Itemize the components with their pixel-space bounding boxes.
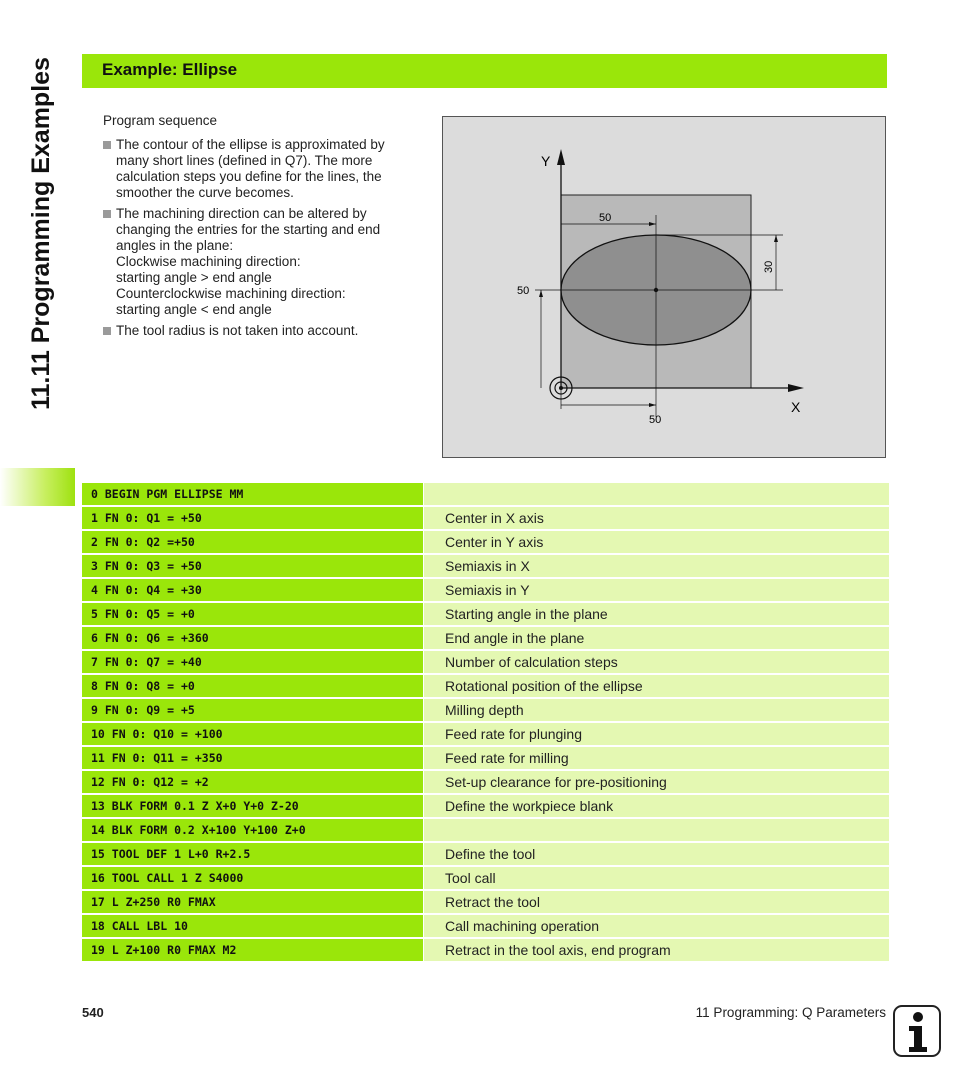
bullet-square-icon [103, 141, 111, 149]
nc-code-cell: 13 BLK FORM 0.1 Z X+0 Y+0 Z-20 [82, 795, 423, 817]
description-cell [424, 483, 889, 505]
nc-code-cell: 17 L Z+250 R0 FMAX [82, 891, 423, 913]
section-title: 11.11 Programming Examples [27, 57, 55, 410]
description-cell: Number of calculation steps [424, 651, 889, 673]
example-title: Example: Ellipse [102, 60, 238, 79]
dim-label-left: 50 [517, 285, 530, 297]
nc-code-cell: 10 FN 0: Q10 = +100 [82, 723, 423, 745]
description-cell: Retract in the tool axis, end program [424, 939, 889, 961]
nc-code-cell: 11 FN 0: Q11 = +350 [82, 747, 423, 769]
nc-code-cell: 19 L Z+100 R0 FMAX M2 [82, 939, 423, 961]
nc-code-cell: 16 TOOL CALL 1 Z S4000 [82, 867, 423, 889]
nc-code-cell: 3 FN 0: Q3 = +50 [82, 555, 423, 577]
nc-code-cell: 2 FN 0: Q2 =+50 [82, 531, 423, 553]
description-cell: Define the tool [424, 843, 889, 865]
table-row [82, 891, 889, 913]
table-row [82, 915, 889, 937]
table-row [82, 843, 889, 865]
bullet-text: The machining direction can be altered by changing the entries for the starting and end angles in the plane: [116, 206, 381, 253]
table-row [82, 579, 889, 601]
table-row [82, 531, 889, 553]
chapter-tab [0, 468, 75, 506]
nc-code-cell: 8 FN 0: Q8 = +0 [82, 675, 423, 697]
bullet-item [103, 137, 413, 201]
description-cell: Feed rate for milling [424, 747, 889, 769]
bullet-item [103, 323, 413, 339]
direction-line: starting angle > end angle [116, 270, 272, 285]
table-row [82, 627, 889, 649]
description-cell: Center in X axis [424, 507, 889, 529]
x-axis-arrow-icon [788, 384, 804, 392]
table-row [82, 603, 889, 625]
example-header [82, 54, 887, 88]
y-axis-arrow-icon [557, 149, 565, 165]
nc-code-cell: 12 FN 0: Q12 = +2 [82, 771, 423, 793]
table-row [82, 507, 889, 529]
page-number: 540 [82, 1005, 104, 1020]
bullet-square-icon [103, 210, 111, 218]
table-row [82, 747, 889, 769]
bullet-item [103, 206, 413, 318]
description-cell: Define the workpiece blank [424, 795, 889, 817]
nc-code-cell: 1 FN 0: Q1 = +50 [82, 507, 423, 529]
nc-code-cell: 9 FN 0: Q9 = +5 [82, 699, 423, 721]
table-row [82, 867, 889, 889]
table-row [82, 939, 889, 961]
description-cell: Set-up clearance for pre-positioning [424, 771, 889, 793]
nc-code-cell: 15 TOOL DEF 1 L+0 R+2.5 [82, 843, 423, 865]
table-row [82, 675, 889, 697]
description-cell: Semiaxis in X [424, 555, 889, 577]
nc-code-cell: 7 FN 0: Q7 = +40 [82, 651, 423, 673]
direction-line: Clockwise machining direction: [116, 254, 301, 269]
description-cell: Center in Y axis [424, 531, 889, 553]
bullet-text: The tool radius is not taken into account. [116, 323, 359, 338]
x-axis-label: X [791, 399, 801, 415]
table-row [82, 483, 889, 505]
table-row [82, 723, 889, 745]
nc-code-cell: 0 BEGIN PGM ELLIPSE MM [82, 483, 423, 505]
description-cell: Starting angle in the plane [424, 603, 889, 625]
ellipse-diagram [443, 117, 887, 459]
nc-code-cell: 18 CALL LBL 10 [82, 915, 423, 937]
description-cell: Feed rate for plunging [424, 723, 889, 745]
description-cell [424, 819, 889, 841]
direction-line: starting angle < end angle [116, 302, 272, 317]
dim-label-bottom: 50 [649, 414, 662, 426]
ellipse-center-point [654, 288, 658, 292]
description-cell: Semiaxis in Y [424, 579, 889, 601]
description-cell: Milling depth [424, 699, 889, 721]
bullet-square-icon [103, 327, 111, 335]
bullet-text: The contour of the ellipse is approximated by many short lines (defined in Q7). The more calculation steps you define for the lines, the smoother the curve becomes. [116, 137, 385, 200]
intro-text [103, 113, 413, 344]
description-cell: Call machining operation [424, 915, 889, 937]
table-row [82, 555, 889, 577]
table-row [82, 699, 889, 721]
description-cell: End angle in the plane [424, 627, 889, 649]
origin-dot-icon [559, 386, 563, 390]
info-icon [893, 1005, 941, 1057]
table-row [82, 771, 889, 793]
description-cell: Tool call [424, 867, 889, 889]
nc-code-cell: 4 FN 0: Q4 = +30 [82, 579, 423, 601]
dim-arrow-icon [649, 403, 656, 407]
dim-arrow-icon [774, 235, 778, 242]
direction-line: Counterclockwise machining direction: [116, 286, 346, 301]
chapter-label: 11 Programming: Q Parameters [695, 1005, 886, 1020]
description-cell: Retract the tool [424, 891, 889, 913]
description-cell: Rotational position of the ellipse [424, 675, 889, 697]
table-row [82, 651, 889, 673]
dim-label-top: 50 [599, 212, 612, 224]
intro-lead: Program sequence [103, 113, 218, 128]
nc-code-cell: 14 BLK FORM 0.2 X+100 Y+100 Z+0 [82, 819, 423, 841]
dim-arrow-icon [539, 290, 543, 297]
nc-code-cell: 5 FN 0: Q5 = +0 [82, 603, 423, 625]
nc-code-cell: 6 FN 0: Q6 = +360 [82, 627, 423, 649]
program-table [82, 483, 889, 963]
table-row [82, 795, 889, 817]
ellipse-drawing [442, 116, 886, 458]
table-row [82, 819, 889, 841]
dim-label-right: 30 [763, 260, 775, 273]
y-axis-label: Y [541, 153, 551, 169]
